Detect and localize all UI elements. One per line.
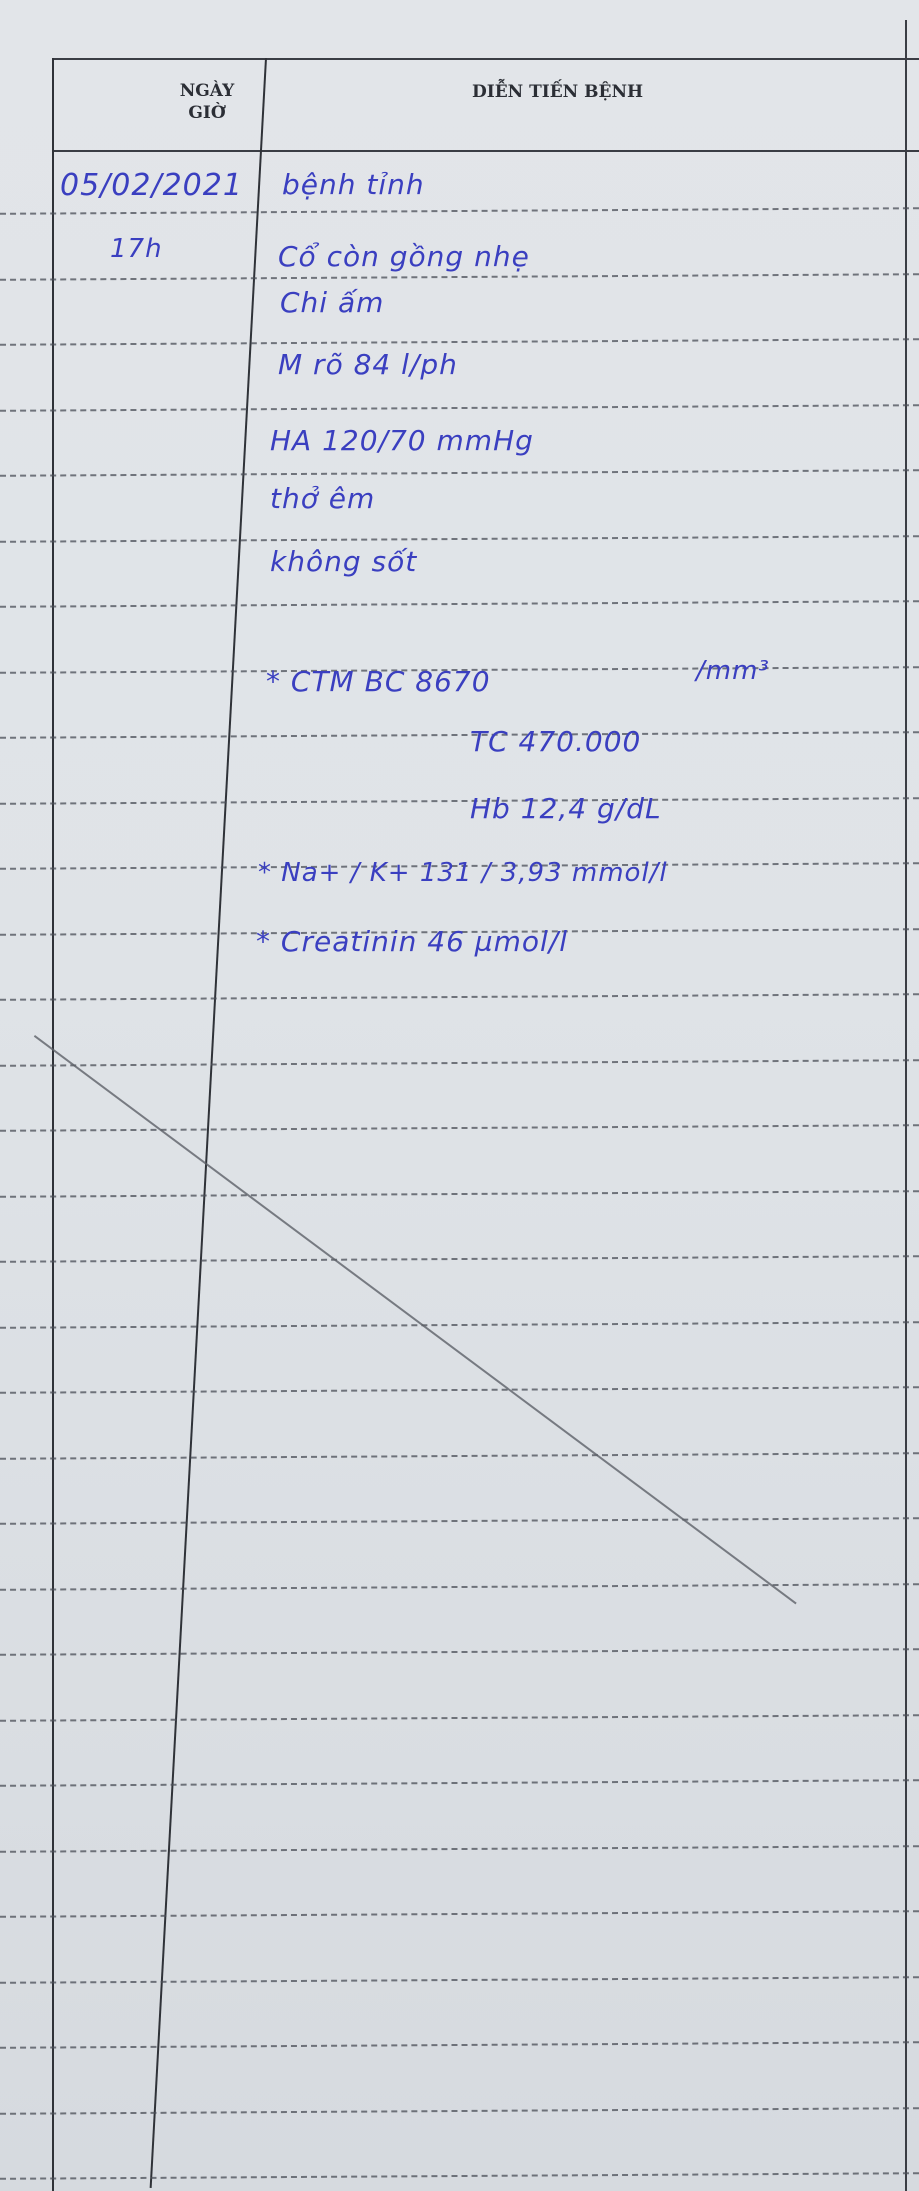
notes-column-header: DIỄN TIẾN BỆNH [472,82,644,102]
ruled-line [0,1386,919,1394]
ruled-line [0,1059,919,1067]
ruled-line [0,1190,919,1198]
entry-date: 05/02/2021 [60,168,243,203]
date-column-header [142,80,272,124]
note-line-2: Cổ còn gồng nhẹ [278,240,530,273]
ruled-line [0,1845,919,1853]
ruled-line [0,469,919,477]
ruled-line [0,1452,919,1460]
note-line-11: * Na+ / K+ 131 / 3,93 mmol/l [258,858,668,888]
ruled-line [0,1910,919,1918]
ruled-line [0,1779,919,1787]
ruled-line [0,1255,919,1263]
ruled-line [0,2107,919,2115]
ruled-line [0,993,919,1001]
note-line-3: Chi ấm [280,286,385,319]
ruled-line [0,207,919,215]
strike-through-line [34,1035,797,1604]
ruled-line [0,1321,919,1329]
ruled-line [0,1976,919,1984]
note-line-4: M rõ 84 l/ph [278,348,458,381]
note-line-8: * CTM BC 8670 [266,665,491,698]
ruled-line [0,797,919,805]
ruled-line [0,2172,919,2180]
table-header [52,58,919,152]
note-line-5: HA 120/70 mmHg [270,424,534,457]
ruled-line [0,1583,919,1591]
date-header-line2: GIỜ [188,103,226,123]
ruled-line [0,338,919,346]
ruled-line [0,1648,919,1656]
ruled-line [0,273,919,281]
date-header-line1: NGÀY [179,81,235,101]
note-line-9: TC 470.000 [470,725,642,758]
ruled-line [0,2041,919,2049]
ruled-line [0,535,919,543]
ruled-line [0,404,919,412]
column-divider [150,58,267,2188]
left-border [52,58,54,2191]
ruled-line [0,1517,919,1525]
note-line-6: thở êm [270,482,376,515]
ruled-line [0,1714,919,1722]
unit-mm3: /mm³ [696,656,770,686]
ruled-line [0,731,919,739]
ruled-line [0,1124,919,1132]
note-line-7: không sốt [270,545,418,578]
right-border [905,20,907,2191]
note-line-12: * Creatinin 46 µmol/l [256,925,569,958]
note-line-10: Hb 12,4 g/dL [470,792,662,825]
entry-time: 17h [110,234,163,264]
note-line-1: bệnh tỉnh [282,168,425,201]
ruled-line [0,600,919,608]
